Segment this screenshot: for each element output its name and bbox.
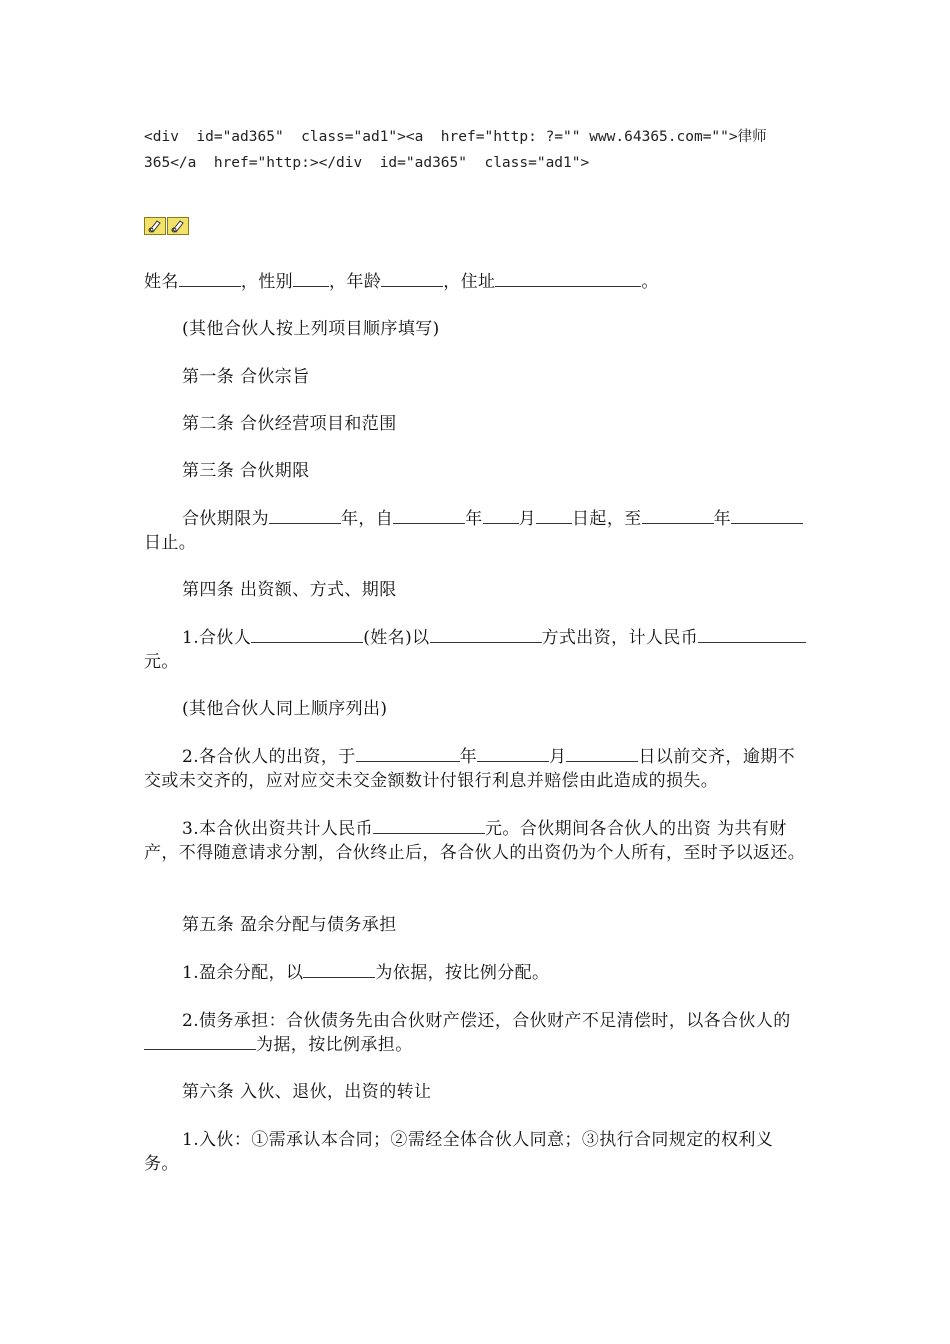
article-5-heading: 第五条 盈余分配与债务承担 (182, 915, 397, 935)
debt-bearing: 2.债务承担：合伙债务先由合伙财产偿还，合伙财产不足清偿时，以各合伙人的为据，按比例承担。 (144, 1009, 808, 1057)
article-2-heading: 第二条 合伙经营项目和范围 (182, 414, 397, 434)
article-1-heading: 第一条 合伙宗旨 (182, 367, 310, 387)
scroll-icon[interactable] (144, 217, 166, 235)
icon-group (144, 217, 189, 235)
contribution-2: 2.各合伙人的出资，于 年 月 日以前交齐，逾期不交或未交齐的，应对应交未交金额数计付银行利息并赔偿由此造成的损失。 (144, 747, 796, 791)
profit-distribution: 1.盈余分配，以 为依据，按比例分配。 (182, 963, 550, 983)
term-paragraph: 合伙期限为 年，自 年 月 日起，至 年日止。 (144, 507, 808, 555)
joining-terms: 1.入伙：①需承认本合同；②需经全体合伙人同意；③执行合同规定的权利义务。 (144, 1130, 774, 1174)
scroll-icon[interactable] (167, 217, 189, 235)
other-partners-contribution-note: (其他合伙人同上顺序列出) (182, 699, 388, 719)
other-partners-note: (其他合伙人按上列项目顺序填写) (182, 319, 440, 339)
contribution-1: 1.合伙人 (姓名)以 方式出资，计人民币元。 (144, 626, 808, 674)
contribution-3: 3.本合伙出资共计人民币 元。合伙期间各合伙人的出资 为共有财产，不得随意请求分割，合伙终止后，各合伙人的出资仍为个人所有，至时予以返还。 (144, 819, 806, 863)
code-text-line-1: <div id="ad365" class="ad1"><a href="http: ?="" www.64365.com="">律师 (144, 129, 767, 145)
partner-info-line: 姓名 ，性别 ，年龄 ，住址 。 (144, 272, 659, 292)
article-6-heading: 第六条 入伙、退伙，出资的转让 (182, 1082, 432, 1102)
code-text-line-2: 365</a href="http:></div id="ad365" class="ad1"> (144, 155, 590, 171)
article-3-heading: 第三条 合伙期限 (182, 461, 310, 481)
article-4-heading: 第四条 出资额、方式、期限 (182, 580, 397, 600)
